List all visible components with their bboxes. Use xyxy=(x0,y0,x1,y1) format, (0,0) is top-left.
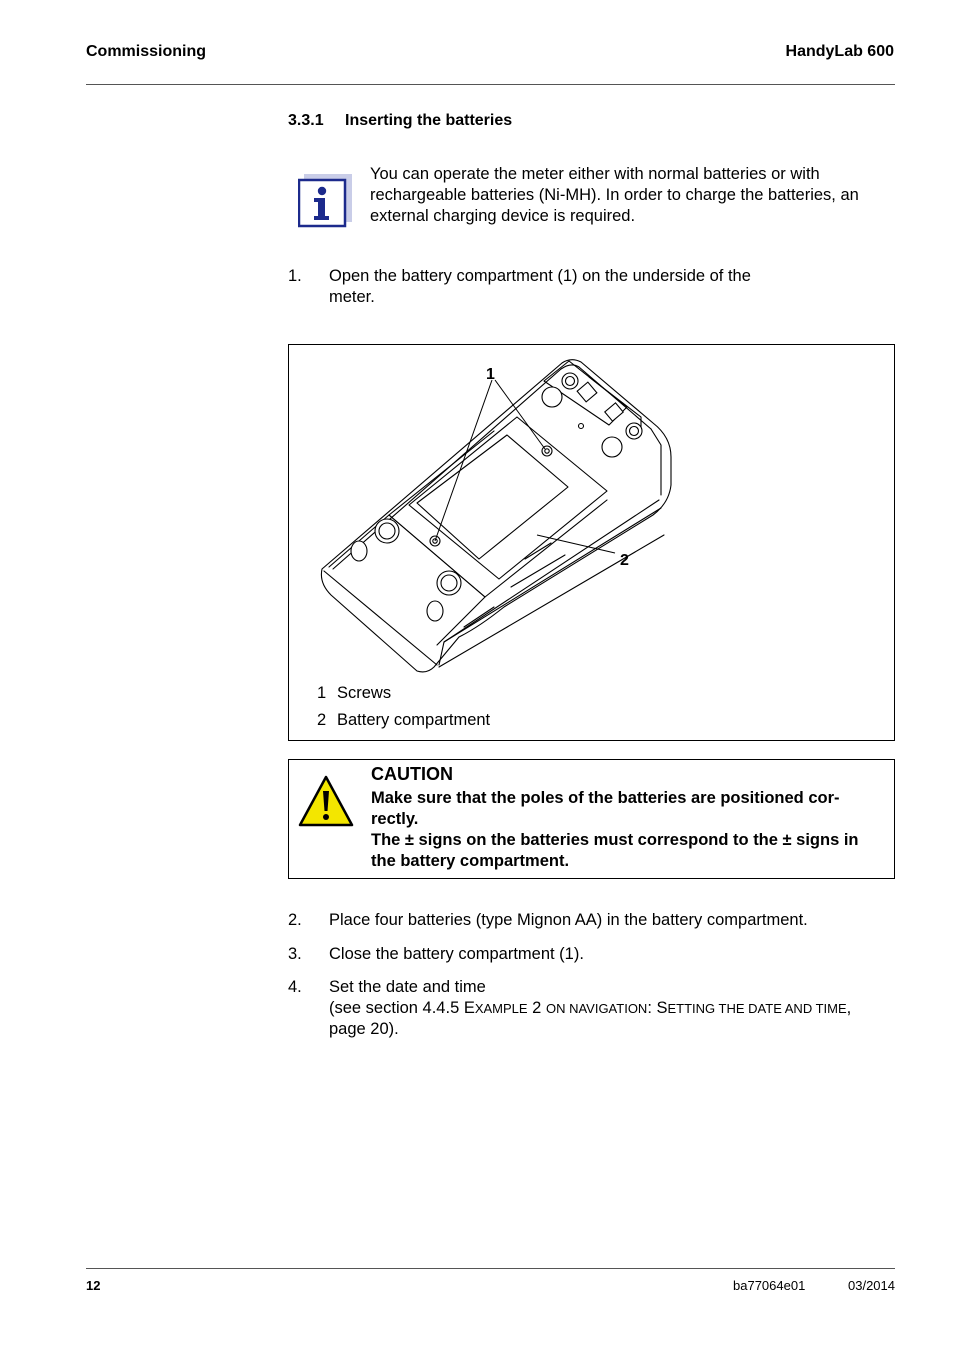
legend-key: 1 xyxy=(317,684,327,702)
step-text: Open the battery compartment (1) on the underside of the meter. xyxy=(329,267,751,306)
legend-item xyxy=(317,684,391,703)
info-icon xyxy=(298,174,352,228)
figure-box xyxy=(288,344,895,741)
step-2 xyxy=(288,910,888,932)
step-4 xyxy=(288,977,894,1043)
step-text xyxy=(329,977,894,1040)
legend-label: Screws xyxy=(337,684,392,702)
step-line: Set the date and time xyxy=(329,978,486,996)
info-note-text: You can operate the meter either with normal batteries or with rechargeable batteries (Ni-MH). In order to charge the batteries, an external charging device is required. xyxy=(370,165,859,225)
document-date: 03/2014 xyxy=(848,1278,895,1293)
legend-key: 2 xyxy=(317,711,327,729)
step-number: 2. xyxy=(288,911,302,929)
step-text: Place four batteries (type Mignon AA) in the battery compartment. xyxy=(329,911,808,929)
step-1 xyxy=(288,266,808,310)
legend-item xyxy=(317,711,490,730)
section-heading xyxy=(288,112,512,130)
caution-line: The ± signs on the batteries must correspond to the ± signs in xyxy=(371,831,859,849)
section-title: Inserting the batteries xyxy=(345,112,513,129)
step-number: 1. xyxy=(288,267,302,285)
step-number: 4. xyxy=(288,978,302,996)
page-number: 12 xyxy=(86,1278,101,1293)
caution-line: the battery compartment. xyxy=(371,852,570,870)
warning-triangle-icon xyxy=(298,775,354,827)
caution-line: Make sure that the poles of the batteries are positioned cor- xyxy=(371,789,840,807)
callout-2: 2 xyxy=(620,552,629,569)
meter-illustration xyxy=(289,345,894,685)
legend-label: Battery compartment xyxy=(337,711,491,729)
caution-body xyxy=(371,788,891,872)
section-number: 3.3.1 xyxy=(288,112,324,129)
step-line: page 20). xyxy=(329,1020,399,1038)
step-3 xyxy=(288,944,888,966)
cross-reference[interactable]: (see section 4.4.5 EXAMPLE 2 ON NAVIGATION: SETTING THE DATE AND TIME, xyxy=(329,999,852,1017)
footer-rule xyxy=(86,1268,895,1269)
running-header-left: Commissioning xyxy=(86,43,207,60)
document-id: ba77064e01 xyxy=(733,1278,806,1293)
caution-line: rectly. xyxy=(371,810,419,828)
caution-title: CAUTION xyxy=(371,764,453,784)
step-number: 3. xyxy=(288,945,302,963)
header-rule xyxy=(86,84,895,85)
callout-1: 1 xyxy=(486,366,495,383)
step-text: Close the battery compartment (1). xyxy=(329,945,584,963)
running-header-right: HandyLab 600 xyxy=(785,43,894,60)
caution-box xyxy=(288,759,895,879)
